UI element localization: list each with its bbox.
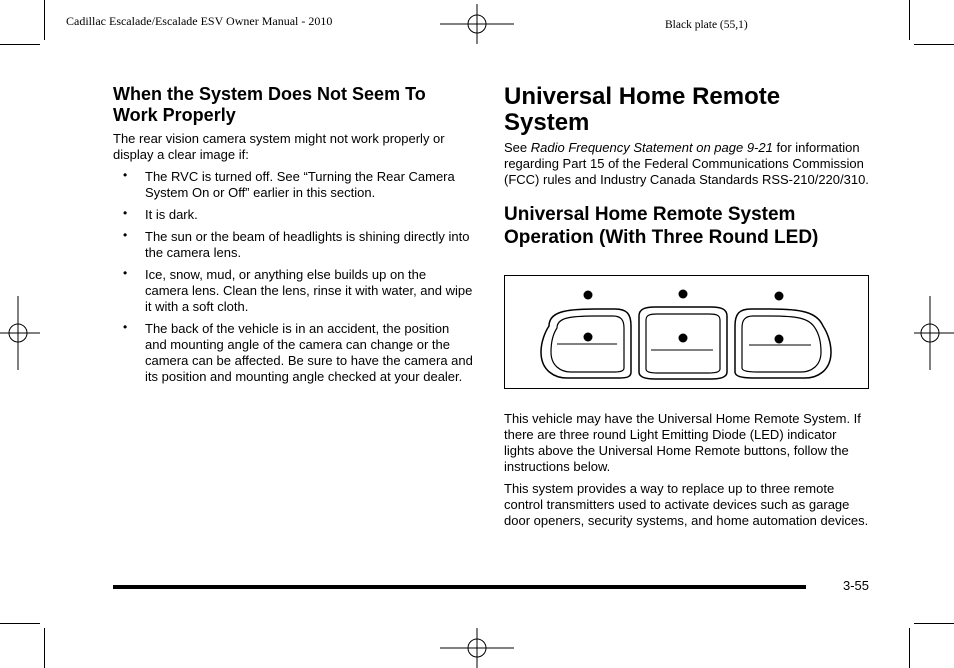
crop-mark xyxy=(44,628,45,668)
registration-mark-icon xyxy=(440,4,514,44)
remote-buttons-drawing xyxy=(505,276,867,387)
registration-mark-icon xyxy=(0,296,40,370)
paragraph: This vehicle may have the Universal Home Remote System. If there are three round Light Emitting Diode (LED) indicator lights above the Universal Home Remote buttons, follow the instructions below. xyxy=(504,411,861,474)
crop-mark xyxy=(0,44,40,45)
list-item-text: The back of the vehicle is in an accident, the position and mounting angle of the camera can change or the camera can be affected. Be sure to have the camera and its position and mounting angle checked at your dealer. xyxy=(145,321,473,384)
bullet-icon: • xyxy=(123,206,128,220)
led-icon xyxy=(775,292,784,301)
list-item xyxy=(113,229,473,261)
remote-button-3 xyxy=(735,309,831,378)
list-item-text: The sun or the beam of headlights is shining directly into the camera lens. xyxy=(145,229,470,260)
bullet-icon: • xyxy=(123,266,128,280)
crop-mark xyxy=(909,0,910,40)
cross-reference-link[interactable]: Radio Frequency Statement on page 9-21 xyxy=(530,140,773,155)
page-title: Universal Home Remote System xyxy=(504,83,781,136)
crop-mark xyxy=(909,628,910,668)
crop-mark xyxy=(44,0,45,40)
right-body xyxy=(504,411,870,535)
list-item xyxy=(113,267,473,315)
intro-paragraph: The rear vision camera system might not work properly or display a clear image if: xyxy=(113,131,445,162)
bullet-icon: • xyxy=(123,228,128,242)
section-heading: When the System Does Not Seem To Work Properly xyxy=(113,84,426,125)
see-reference xyxy=(504,140,870,188)
list-item xyxy=(113,207,473,223)
page-number: 3-55 xyxy=(843,578,870,593)
crop-mark xyxy=(914,623,954,624)
see-suffix: for information regarding Part 15 of the Federal Communications Commission (FCC) rules and Industry Canada Standards RSS-210/220/310. xyxy=(504,140,869,187)
bullet-icon: • xyxy=(123,320,128,334)
list-item-text: It is dark. xyxy=(145,207,198,222)
condition-list xyxy=(113,169,473,385)
list-item xyxy=(113,169,473,201)
crop-mark xyxy=(0,623,40,624)
left-column xyxy=(113,84,473,391)
manual-title: Cadillac Escalade/Escalade ESV Owner Manual - 2010 xyxy=(66,14,333,28)
list-item xyxy=(113,321,473,385)
see-prefix: See xyxy=(504,140,531,155)
led-icon xyxy=(679,290,688,299)
subsection-heading: Universal Home Remote System Operation (With Three Round LED) xyxy=(504,204,819,248)
home-remote-illustration xyxy=(504,275,869,389)
remote-button-2 xyxy=(639,307,727,379)
bullet-icon: • xyxy=(123,168,128,182)
crop-mark xyxy=(914,44,954,45)
list-item-text: The RVC is turned off. See “Turning the Rear Camera System On or Off” earlier in this section. xyxy=(145,169,455,200)
list-item-text: Ice, snow, mud, or anything else builds up on the camera lens. Clean the lens, rinse it with water, and wipe it with a soft cloth. xyxy=(145,267,473,314)
paragraph: This system provides a way to replace up to three remote control transmitters used to activate devices such as garage door openers, security systems, and home automation devices. xyxy=(504,481,869,528)
footer-rule xyxy=(113,585,806,589)
plate-label: Black plate (55,1) xyxy=(665,19,748,31)
led-icon xyxy=(584,291,593,300)
right-column xyxy=(504,84,870,254)
registration-mark-icon xyxy=(914,296,954,370)
registration-mark-icon xyxy=(440,628,514,668)
remote-button-1 xyxy=(541,309,631,378)
